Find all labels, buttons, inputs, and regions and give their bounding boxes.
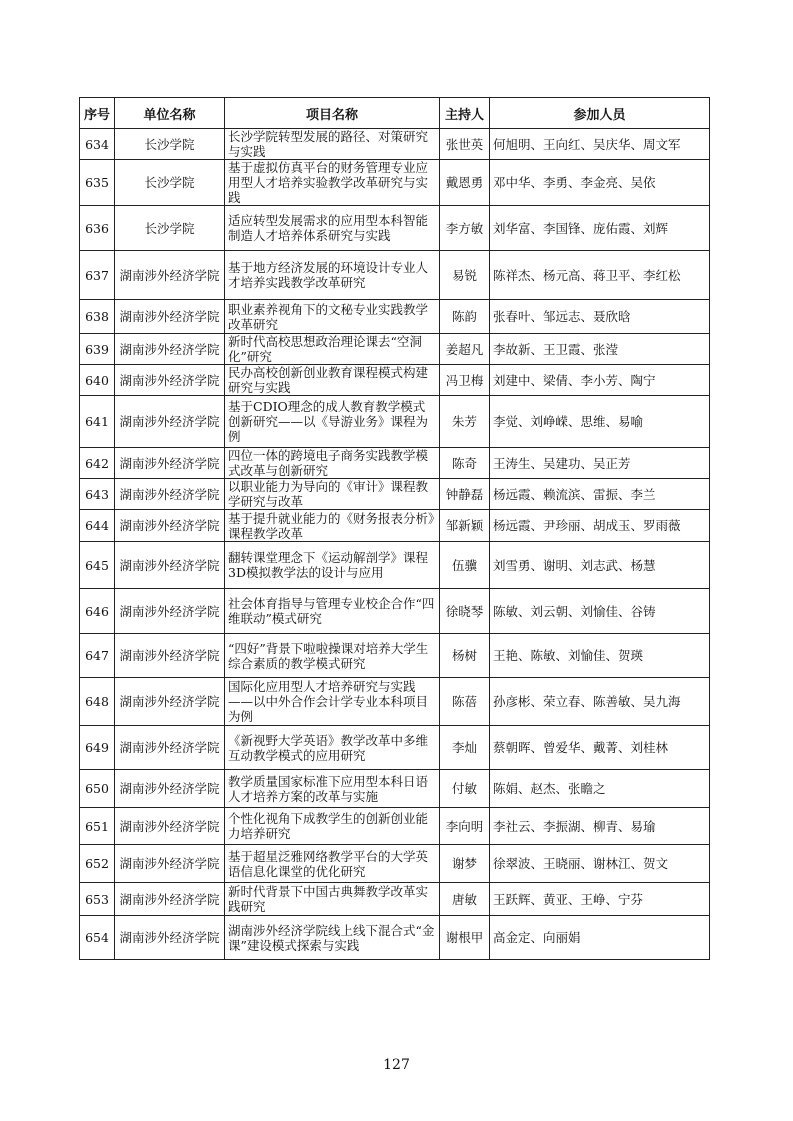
cell-unit: 湖南涉外经济学院 [115, 300, 225, 334]
cell-host: 姜超凡 [440, 334, 490, 365]
cell-host: 李方敏 [440, 206, 490, 251]
cell-seq: 640 [80, 365, 115, 396]
table-header-row [80, 98, 710, 129]
cell-unit: 湖南涉外经济学院 [115, 334, 225, 365]
table-row [80, 845, 710, 883]
cell-unit: 长沙学院 [115, 160, 225, 206]
cell-seq: 647 [80, 634, 115, 678]
table-row [80, 726, 710, 770]
cell-seq: 643 [80, 479, 115, 510]
cell-project: “四好”背景下啦啦操课对培养大学生综合素质的教学模式研究 [225, 634, 440, 678]
table-row [80, 160, 710, 206]
table-row [80, 510, 710, 542]
header-unit: 单位名称 [115, 98, 225, 129]
cell-host: 陈蓓 [440, 678, 490, 726]
cell-host: 冯卫梅 [440, 365, 490, 396]
cell-unit: 湖南涉外经济学院 [115, 883, 225, 916]
header-project: 项目名称 [225, 98, 440, 129]
cell-host: 付敏 [440, 770, 490, 808]
cell-host: 陈奇 [440, 448, 490, 479]
cell-host: 唐敏 [440, 883, 490, 916]
header-seq: 序号 [80, 98, 115, 129]
cell-project: 基于地方经济发展的环境设计专业人才培养实践教学改革研究 [225, 251, 440, 300]
cell-unit: 湖南涉外经济学院 [115, 542, 225, 589]
cell-seq: 634 [80, 129, 115, 160]
table-row [80, 479, 710, 510]
cell-project: 湖南涉外经济学院线上线下混合式“金课”建设模式探索与实践 [225, 916, 440, 960]
cell-host: 戴恩勇 [440, 160, 490, 206]
cell-host: 陈韵 [440, 300, 490, 334]
cell-project: 国际化应用型人才培养研究与实践——以中外合作会计学专业本科项目为例 [225, 678, 440, 726]
table-row [80, 365, 710, 396]
cell-unit: 湖南涉外经济学院 [115, 808, 225, 845]
cell-members: 刘雪勇、谢明、刘志武、杨慧 [490, 542, 710, 589]
table-row [80, 129, 710, 160]
cell-members: 蔡朝晖、曾爱华、戴菁、刘桂林 [490, 726, 710, 770]
cell-unit: 湖南涉外经济学院 [115, 845, 225, 883]
cell-members: 邓中华、李勇、李金亮、吴依 [490, 160, 710, 206]
cell-project: 基于虚拟仿真平台的财务管理专业应用型人才培养实验教学改革研究与实践 [225, 160, 440, 206]
cell-project: 《新视野大学英语》教学改革中多维互动教学模式的应用研究 [225, 726, 440, 770]
cell-unit: 长沙学院 [115, 206, 225, 251]
cell-project: 基于超星泛雅网络教学平台的大学英语信息化课堂的优化研究 [225, 845, 440, 883]
cell-project: 四位一体的跨境电子商务实践教学模式改革与创新研究 [225, 448, 440, 479]
header-members: 参加人员 [490, 98, 710, 129]
cell-members: 李故新、王卫霞、张滢 [490, 334, 710, 365]
cell-unit: 湖南涉外经济学院 [115, 726, 225, 770]
cell-project: 社会体育指导与管理专业校企合作“四维联动”模式研究 [225, 589, 440, 634]
page-number: 127 [383, 1057, 410, 1073]
cell-host: 伍骥 [440, 542, 490, 589]
table-row [80, 589, 710, 634]
table-row [80, 808, 710, 845]
cell-unit: 长沙学院 [115, 129, 225, 160]
cell-unit: 湖南涉外经济学院 [115, 916, 225, 960]
cell-members: 陈娟、赵杰、张瞻之 [490, 770, 710, 808]
cell-host: 谢梦 [440, 845, 490, 883]
cell-members: 王艳、陈敏、刘愉佳、贺瑛 [490, 634, 710, 678]
cell-project: 长沙学院转型发展的路径、对策研究与实践 [225, 129, 440, 160]
cell-seq: 644 [80, 510, 115, 542]
cell-host: 朱芳 [440, 396, 490, 448]
cell-seq: 646 [80, 589, 115, 634]
cell-members: 王跃辉、黄亚、王峥、宁芬 [490, 883, 710, 916]
cell-unit: 湖南涉外经济学院 [115, 770, 225, 808]
table-row [80, 916, 710, 960]
header-host: 主持人 [440, 98, 490, 129]
cell-seq: 638 [80, 300, 115, 334]
table-row [80, 634, 710, 678]
cell-unit: 湖南涉外经济学院 [115, 365, 225, 396]
cell-host: 李向明 [440, 808, 490, 845]
cell-project: 适应转型发展需求的应用型本科智能制造人才培养体系研究与实践 [225, 206, 440, 251]
cell-seq: 637 [80, 251, 115, 300]
cell-host: 谢根甲 [440, 916, 490, 960]
cell-project: 基于提升就业能力的《财务报表分析》课程教学改革 [225, 510, 440, 542]
cell-host: 杨树 [440, 634, 490, 678]
cell-unit: 湖南涉外经济学院 [115, 678, 225, 726]
cell-unit: 湖南涉外经济学院 [115, 448, 225, 479]
cell-project: 民办高校创新创业教育课程模式构建研究与实践 [225, 365, 440, 396]
cell-seq: 636 [80, 206, 115, 251]
cell-members: 杨远霞、赖流滨、雷振、李兰 [490, 479, 710, 510]
cell-seq: 648 [80, 678, 115, 726]
cell-members: 李社云、李振湖、柳青、易瑜 [490, 808, 710, 845]
table-row [80, 448, 710, 479]
project-table [79, 97, 710, 960]
cell-members: 陈敏、刘云朝、刘愉佳、谷铸 [490, 589, 710, 634]
cell-members: 杨远霞、尹珍丽、胡成玉、罗雨薇 [490, 510, 710, 542]
cell-unit: 湖南涉外经济学院 [115, 510, 225, 542]
cell-unit: 湖南涉外经济学院 [115, 479, 225, 510]
cell-host: 钟静磊 [440, 479, 490, 510]
table-row [80, 883, 710, 916]
cell-unit: 湖南涉外经济学院 [115, 589, 225, 634]
table-row [80, 396, 710, 448]
cell-project: 翻转课堂理念下《运动解剖学》课程3D模拟教学法的设计与应用 [225, 542, 440, 589]
cell-seq: 650 [80, 770, 115, 808]
table-row [80, 300, 710, 334]
cell-project: 新时代背景下中国古典舞教学改革实践研究 [225, 883, 440, 916]
cell-members: 何旭明、王向红、吴庆华、周文军 [490, 129, 710, 160]
cell-project: 教学质量国家标准下应用型本科日语人才培养方案的改革与实施 [225, 770, 440, 808]
table-row [80, 251, 710, 300]
cell-members: 高金定、向丽娟 [490, 916, 710, 960]
cell-project: 以职业能力为导向的《审计》课程教学研究与改革 [225, 479, 440, 510]
cell-host: 易锐 [440, 251, 490, 300]
table-row [80, 542, 710, 589]
cell-unit: 湖南涉外经济学院 [115, 634, 225, 678]
cell-project: 基于CDIO理念的成人教育教学模式创新研究——以《导游业务》课程为例 [225, 396, 440, 448]
table-row [80, 770, 710, 808]
table-row [80, 678, 710, 726]
cell-members: 陈祥杰、杨元高、蒋卫平、李红松 [490, 251, 710, 300]
cell-unit: 湖南涉外经济学院 [115, 396, 225, 448]
cell-seq: 635 [80, 160, 115, 206]
table-row [80, 334, 710, 365]
project-table-container [79, 97, 709, 960]
cell-seq: 653 [80, 883, 115, 916]
table-body [80, 129, 710, 960]
cell-project: 职业素养视角下的文秘专业实践教学改革研究 [225, 300, 440, 334]
cell-host: 邹新颖 [440, 510, 490, 542]
cell-members: 刘华富、李国锋、庞佑霞、刘辉 [490, 206, 710, 251]
cell-seq: 641 [80, 396, 115, 448]
cell-unit: 湖南涉外经济学院 [115, 251, 225, 300]
cell-project: 新时代高校思想政治理论课去“空洞化”研究 [225, 334, 440, 365]
cell-seq: 651 [80, 808, 115, 845]
cell-members: 孙彦彬、荣立春、陈善敏、吴九海 [490, 678, 710, 726]
cell-seq: 642 [80, 448, 115, 479]
cell-members: 刘建中、梁倩、李小芳、陶宁 [490, 365, 710, 396]
cell-members: 徐翠波、王晓丽、谢林江、贺文 [490, 845, 710, 883]
cell-members: 李觉、刘峥嵘、思维、易喻 [490, 396, 710, 448]
cell-seq: 645 [80, 542, 115, 589]
cell-seq: 652 [80, 845, 115, 883]
cell-members: 王涛生、吴建功、吴正芳 [490, 448, 710, 479]
cell-seq: 639 [80, 334, 115, 365]
cell-seq: 654 [80, 916, 115, 960]
table-row [80, 206, 710, 251]
cell-project: 个性化视角下成教学生的创新创业能力培养研究 [225, 808, 440, 845]
cell-host: 张世英 [440, 129, 490, 160]
cell-host: 徐晓琴 [440, 589, 490, 634]
cell-host: 李灿 [440, 726, 490, 770]
cell-seq: 649 [80, 726, 115, 770]
cell-members: 张春叶、邹远志、聂欣晗 [490, 300, 710, 334]
